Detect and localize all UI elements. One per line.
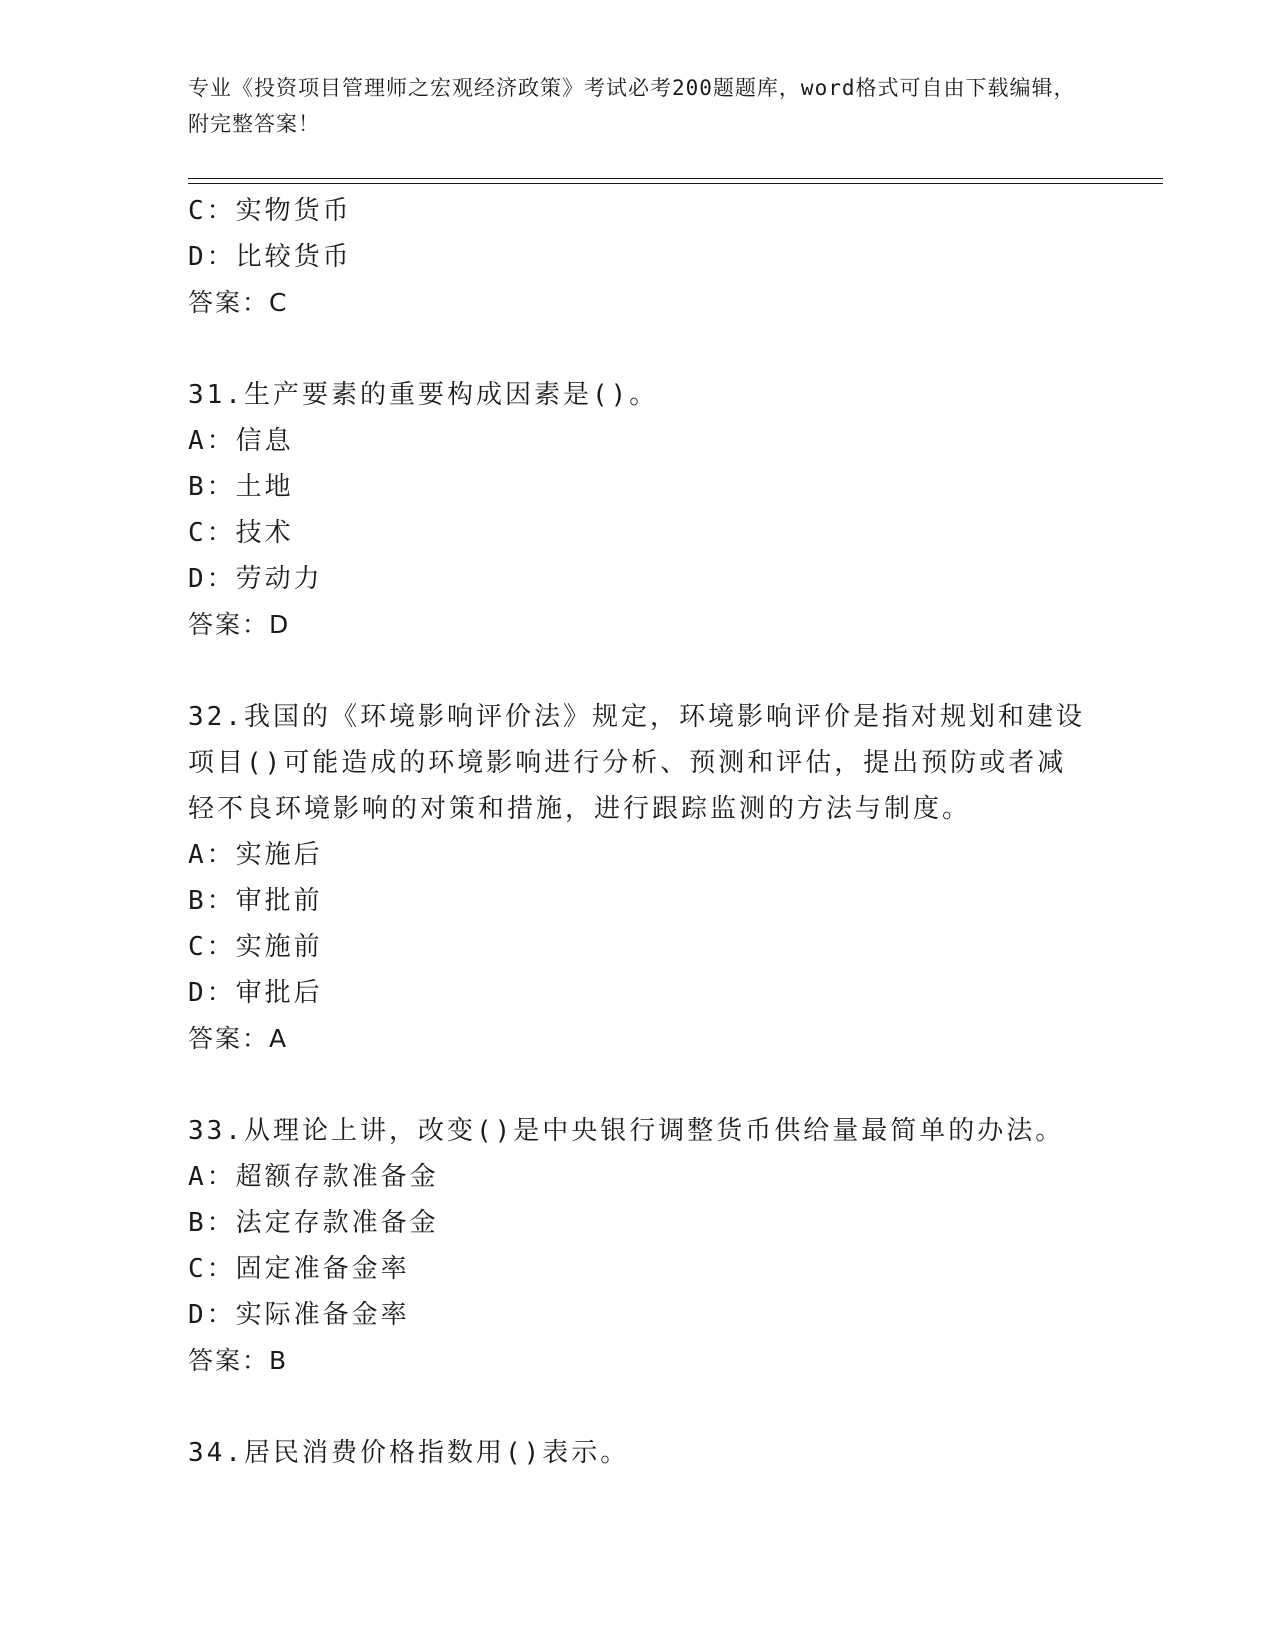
question-33	[188, 1108, 1088, 1384]
option-a: A：超额存款准备金	[188, 1162, 439, 1192]
document-header-title: 专业《投资项目管理师之宏观经济政策》考试必考200题题库，word格式可自由下载编辑，附完整答案！	[188, 76, 1076, 136]
option-c: C：技术	[188, 518, 294, 548]
option-d: D：审批后	[188, 978, 323, 1008]
question-text-line-1: 32.我国的《环境影响评价法》规定，环境影响评价是指对规划和建设	[188, 702, 1085, 732]
option-a: A：信息	[188, 426, 294, 456]
question-31	[188, 372, 1088, 648]
option-b: B：法定存款准备金	[188, 1208, 439, 1238]
question-list	[188, 188, 1088, 1476]
question-34	[188, 1430, 1088, 1476]
question-32	[188, 694, 1088, 1062]
option-b: B：土地	[188, 472, 294, 502]
option-c: C：固定准备金率	[188, 1254, 410, 1284]
question-text: 33.从理论上讲，改变()是中央银行调整货币供给量最简单的办法。	[188, 1116, 1065, 1146]
question-text-line-3: 轻不良环境影响的对策和措施，进行跟踪监测的方法与制度。	[188, 794, 972, 824]
option-b: B：审批前	[188, 886, 323, 916]
answer-line: 答案：C	[188, 288, 289, 317]
option-a: A：实施后	[188, 840, 323, 870]
option-c: C：实施前	[188, 932, 323, 962]
question-text-line-2: 项目()可能造成的环境影响进行分析、预测和评估，提出预防或者减	[188, 748, 1067, 778]
header-divider-bottom	[188, 183, 1163, 184]
question-text: 34.居民消费价格指数用()表示。	[188, 1438, 630, 1468]
option-d: D：实际准备金率	[188, 1300, 410, 1330]
header-divider-top	[188, 178, 1163, 179]
option-d: D：劳动力	[188, 564, 323, 594]
answer-line: 答案：A	[188, 1024, 289, 1053]
answer-line: 答案：B	[188, 1346, 289, 1375]
answer-line: 答案：D	[188, 610, 291, 639]
option-c: C：实物货币	[188, 196, 352, 226]
option-d: D：比较货币	[188, 242, 352, 272]
carryover-block	[188, 188, 1088, 326]
question-text: 31.生产要素的重要构成因素是()。	[188, 380, 659, 410]
